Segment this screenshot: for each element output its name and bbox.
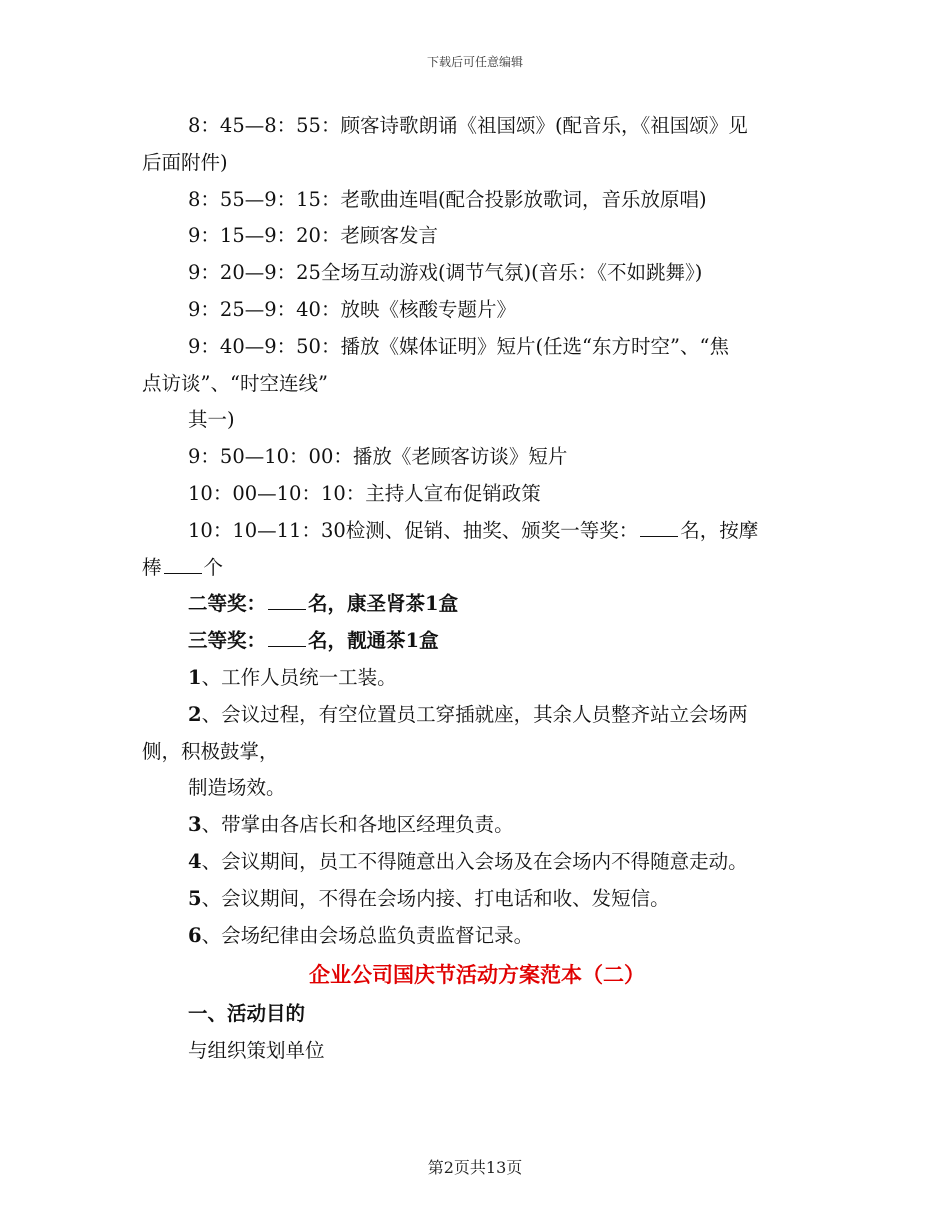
fill-in-blank bbox=[268, 608, 306, 610]
line-text: 、会议期间，员工不得随意出入会场及在会场内不得随意走动。 bbox=[201, 849, 748, 873]
item-number: 2 bbox=[188, 702, 202, 726]
line-text: 制造场效。 bbox=[188, 776, 286, 800]
text-line bbox=[142, 660, 812, 697]
line-text: 8：45—8：55：顾客诗歌朗诵《祖国颂》(配音乐，《祖国颂》见 bbox=[188, 114, 748, 137]
page-footer: 第2页共13页 bbox=[427, 1158, 523, 1177]
text-line bbox=[142, 513, 812, 550]
document-body bbox=[142, 108, 812, 1070]
text-line bbox=[142, 881, 812, 918]
text-line bbox=[142, 476, 812, 513]
text-line bbox=[142, 108, 812, 145]
line-text: 8：55—9：15：老歌曲连唱(配合投影放歌词，音乐放原唱) bbox=[188, 187, 707, 211]
line-text: 侧，积极鼓掌， bbox=[142, 739, 279, 763]
line-text: 、带掌由各店长和各地区经理负责。 bbox=[201, 813, 514, 837]
line-text: 、会场纪律由会场总监负责监督记录。 bbox=[201, 923, 534, 947]
fill-in-blank bbox=[268, 645, 306, 647]
line-text: 9：20—9：25全场互动游戏(调节气氛)(音乐：《不如跳舞》) bbox=[188, 261, 703, 285]
item-number: 4 bbox=[188, 849, 202, 873]
text-line bbox=[142, 292, 812, 329]
line-text: 、会议过程，有空位置员工穿插就座，其余人员整齐站立会场两 bbox=[201, 702, 748, 726]
item-number: 5 bbox=[188, 886, 202, 910]
line-segment: 个 bbox=[203, 555, 224, 579]
line-text: 9：15—9：20：老顾客发言 bbox=[188, 224, 438, 248]
line-text: 其一) bbox=[188, 408, 235, 432]
line-text: 9：40—9：50：播放《媒体证明》短片(任选“东方时空”、“焦 bbox=[188, 334, 729, 358]
text-line bbox=[142, 586, 812, 623]
line-segment: 名，康圣肾茶1盒 bbox=[308, 592, 459, 616]
text-line bbox=[142, 996, 812, 1033]
text-line bbox=[142, 918, 812, 955]
text-line bbox=[142, 145, 812, 182]
text-line bbox=[142, 623, 812, 660]
page-header: 下载后可任意编辑 bbox=[426, 55, 523, 69]
text-line bbox=[142, 807, 812, 844]
line-segment: 棒 bbox=[142, 555, 162, 579]
line-text: 后面附件) bbox=[142, 150, 228, 174]
text-line bbox=[142, 734, 812, 771]
line-segment: 10：10—11：30检测、促销、抽奖、颁奖一等奖： bbox=[188, 518, 639, 542]
text-line bbox=[142, 770, 812, 807]
fill-in-blank bbox=[164, 572, 202, 574]
line-text: 9：50—10：00：播放《老顾客访谈》短片 bbox=[188, 445, 568, 469]
line-text: 、会议期间，不得在会场内接、打电话和收、发短信。 bbox=[201, 886, 670, 910]
text-line bbox=[142, 697, 812, 734]
text-line bbox=[142, 329, 812, 366]
line-segment: 三等奖： bbox=[188, 629, 267, 653]
line-text: 10：00—10：10：主持人宣布促销政策 bbox=[188, 481, 541, 505]
item-number: 1 bbox=[188, 665, 202, 689]
line-segment: 二等奖： bbox=[188, 592, 267, 616]
line-text: 、工作人员统一工装。 bbox=[201, 665, 397, 689]
text-line bbox=[142, 182, 812, 219]
item-number: 3 bbox=[188, 813, 202, 837]
schedule-and-rules bbox=[142, 108, 812, 954]
text-line bbox=[142, 366, 812, 403]
text-line bbox=[142, 402, 812, 439]
text-line bbox=[142, 439, 812, 476]
line-text: 9：25—9：40：放映《核酸专题片》 bbox=[188, 297, 516, 321]
line-segment: 名，按摩 bbox=[680, 518, 759, 542]
text-line bbox=[142, 218, 812, 255]
text-line bbox=[142, 550, 812, 587]
text-line bbox=[142, 844, 812, 881]
line-text: 与组织策划单位 bbox=[188, 1039, 325, 1063]
line-segment: 名，靓通茶1盒 bbox=[308, 629, 439, 653]
text-line bbox=[142, 1033, 812, 1070]
section-title: 企业公司国庆节活动方案范本（二） bbox=[309, 962, 645, 988]
fill-in-blank bbox=[640, 535, 678, 537]
text-line bbox=[142, 255, 812, 292]
item-number: 6 bbox=[188, 923, 202, 947]
section-body bbox=[142, 996, 812, 1070]
line-text: 点访谈”、“时空连线” bbox=[142, 371, 328, 395]
line-text: 一、活动目的 bbox=[188, 1002, 306, 1026]
